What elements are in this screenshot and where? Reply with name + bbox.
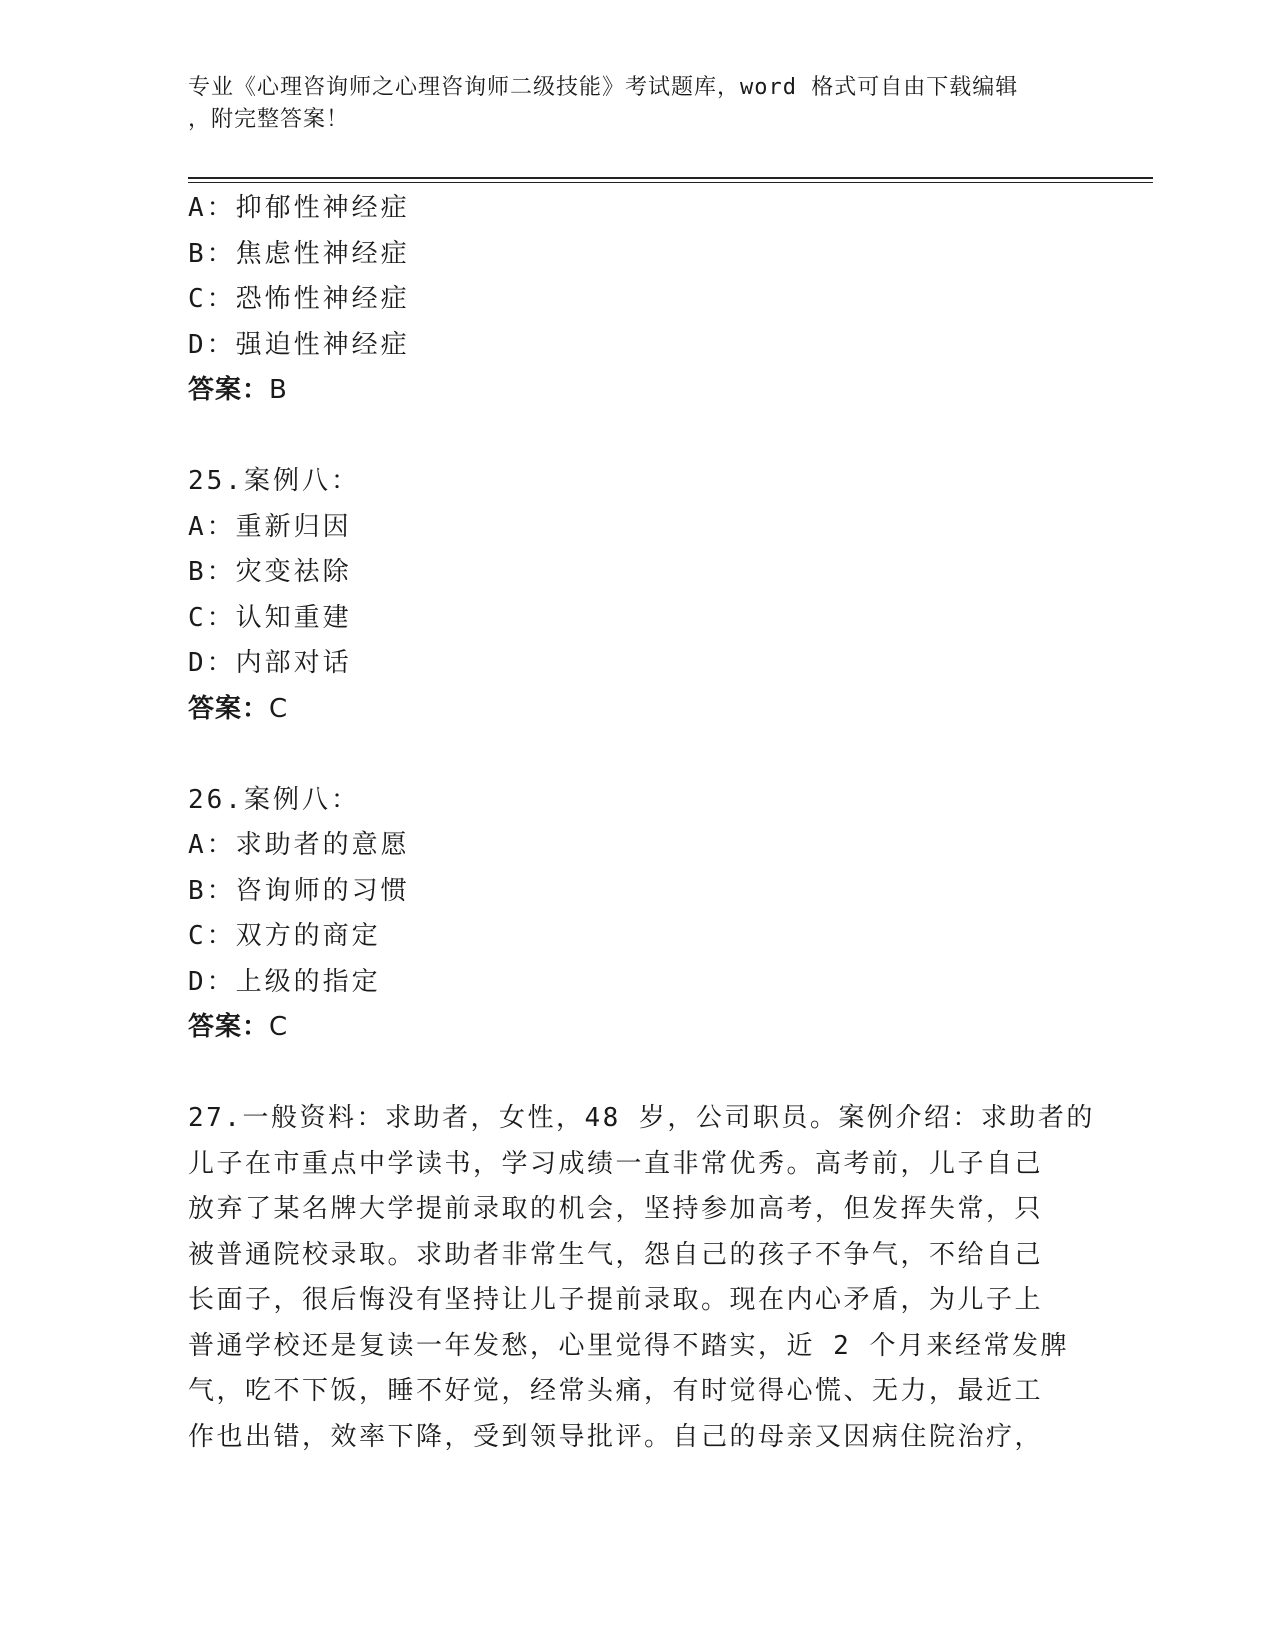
- spacer: [188, 414, 1088, 460]
- case-text-line: 长面子，很后悔没有坚持让儿子提前录取。现在内心矛盾，为儿子上: [188, 1285, 1044, 1315]
- header-divider: [188, 177, 1153, 183]
- answer-value: C: [269, 1012, 288, 1042]
- case-text-line: 27.一般资料：求助者，女性，48 岁，公司职员。案例介绍：求助者的: [188, 1103, 1095, 1133]
- question-27-case-text: [188, 1096, 1095, 1460]
- answer-row: [188, 368, 1088, 414]
- case-text-line: 放弃了某名牌大学提前录取的机会，坚持参加高考，但发挥失常，只: [188, 1194, 1044, 1224]
- option-d: D：上级的指定: [188, 966, 381, 997]
- option-a: A：求助者的意愿: [188, 830, 410, 860]
- option-c: C：双方的商定: [188, 921, 381, 951]
- question-25: [188, 459, 1088, 732]
- case-text-line: 作也出错，效率下降，受到领导批评。自己的母亲又因病住院治疗，: [188, 1421, 1044, 1452]
- header-line-1: 专业《心理咨询师之心理咨询师二级技能》考试题库，word 格式可自由下载编辑: [188, 75, 1019, 100]
- case-text-line: 气，吃不下饭，睡不好觉，经常头痛，有时觉得心慌、无力，最近工: [188, 1376, 1044, 1406]
- document-body: [188, 186, 1095, 1460]
- answer-value: C: [269, 693, 288, 724]
- question-24-tail: [188, 186, 1088, 414]
- option-a: A：重新归因: [188, 511, 352, 542]
- option-b: B：焦虑性神经症: [188, 238, 410, 269]
- option-d: D：强迫性神经症: [188, 329, 410, 360]
- header-line-2: ，附完整答案！: [188, 107, 350, 132]
- case-text-line: 普通学校还是复读一年发愁，心里觉得不踏实，近 2 个月来经常发脾: [188, 1330, 1069, 1361]
- case-text-line: 儿子在市重点中学读书，学习成绩一直非常优秀。高考前，儿子自己: [188, 1148, 1044, 1179]
- option-c: C：恐怖性神经症: [188, 284, 410, 314]
- question-26: [188, 778, 1088, 1051]
- document-header: [188, 72, 1088, 136]
- question-title: 26.案例八：: [188, 784, 360, 815]
- answer-value: B: [269, 375, 287, 405]
- option-b: B：灾变祛除: [188, 557, 352, 587]
- spacer: [188, 1051, 1088, 1097]
- case-text-line: 被普通院校录取。求助者非常生气，怨自己的孩子不争气，不给自己: [188, 1239, 1044, 1270]
- answer-label: 答案：: [188, 375, 270, 405]
- option-d: D：内部对话: [188, 648, 352, 678]
- question-title: 25.案例八：: [188, 466, 360, 496]
- answer-row: [188, 687, 1088, 733]
- answer-label: 答案：: [188, 1012, 270, 1042]
- option-a: A：抑郁性神经症: [188, 193, 410, 223]
- option-c: C：认知重建: [188, 602, 352, 633]
- spacer: [188, 732, 1088, 778]
- answer-label: 答案：: [188, 693, 270, 724]
- option-b: B：咨询师的习惯: [188, 875, 410, 906]
- answer-row: [188, 1005, 1088, 1051]
